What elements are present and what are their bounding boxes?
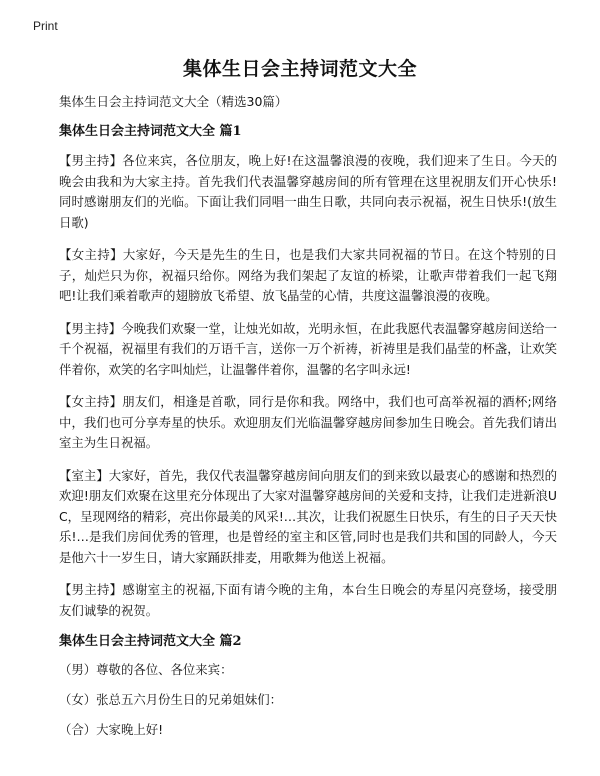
section-heading: 集体生日会主持词范文大全 篇1	[59, 124, 242, 139]
paragraph: 【男主持】今晚我们欢聚一堂，让烛光如故，光明永恒，在此我愿代表温馨穿越房间送给一千个祝福，祝福里有我们的万语千言，送你一万个祈祷，祈祷里是我们晶莹的杯盏，让欢笑伴着你，欢笑的名字叫灿烂，让温馨伴着你，温馨的名字叫永远!	[59, 320, 557, 377]
paragraph: 【室主】大家好，首先，我仅代表温馨穿越房间向朋友们的到来致以最衷心的感谢和热烈的欢迎!朋友们欢聚在这里充分体现出了大家对温馨穿越房间的关爱和支持，让我们走进新浪UC，呈现网络的精彩，亮出你最美的风采!…其次，让我们祝愿生日快乐，有生的日子天天快乐!…是我们房间优秀的管理，也是曾经的室主和区管,同时也是我们共和国的同龄人，今天是他六十一岁生日，请大家踊跃排麦，用歌舞为他送上祝福。	[59, 467, 557, 565]
dialogue-line: （女）张总五六月份生日的兄弟姐妹们：	[59, 692, 283, 707]
paragraph: 【男主持】感谢室主的祝福,下面有请今晚的主角，本台生日晚会的寿星闪亮登场，接受朋友们诚挚的祝贺。	[59, 582, 557, 618]
dialogue-line: （男）尊敬的各位、各位来宾：	[59, 662, 233, 677]
dialogue-line: （合）大家晚上好!	[59, 722, 164, 737]
paragraph: 【女主持】朋友们，相逢是首歌，同行是你和我。网络中，我们也可高举祝福的酒杯;网络中，我们也可分享寿星的快乐。欢迎朋友们光临温馨穿越房间参加生日晚会。首先我们请出室主为生日祝福。	[59, 394, 557, 450]
paragraph: 【女主持】大家好，今天是先生的生日，也是我们大家共同祝福的节日。在这个特别的日子，灿烂只为你，祝福只给你。网络为我们架起了友谊的桥梁，让歌声带着我们一起飞翔吧!让我们乘着歌声的翅膀放飞希望、放飞晶莹的心情，共度这温馨浪漫的夜晚。	[59, 247, 557, 303]
document-subtitle: 集体生日会主持词范文大全（精选30篇）	[59, 94, 288, 109]
document-title: 集体生日会主持词范文大全	[182, 58, 417, 80]
paragraph: 【男主持】各位来宾，各位朋友，晚上好!在这温馨浪漫的夜晚，我们迎来了生日。今天的晚会由我和为大家主持。首先我们代表温馨穿越房间的所有管理在这里祝朋友们开心快乐!同时感谢朋友们的光临。下面让我们同唱一曲生日歌，共同向表示祝福，祝生日快乐!(放生日歌)	[59, 153, 557, 230]
print-label[interactable]: Print	[33, 19, 58, 33]
section-heading: 集体生日会主持词范文大全 篇2	[59, 634, 242, 649]
document-body	[59, 93, 557, 751]
